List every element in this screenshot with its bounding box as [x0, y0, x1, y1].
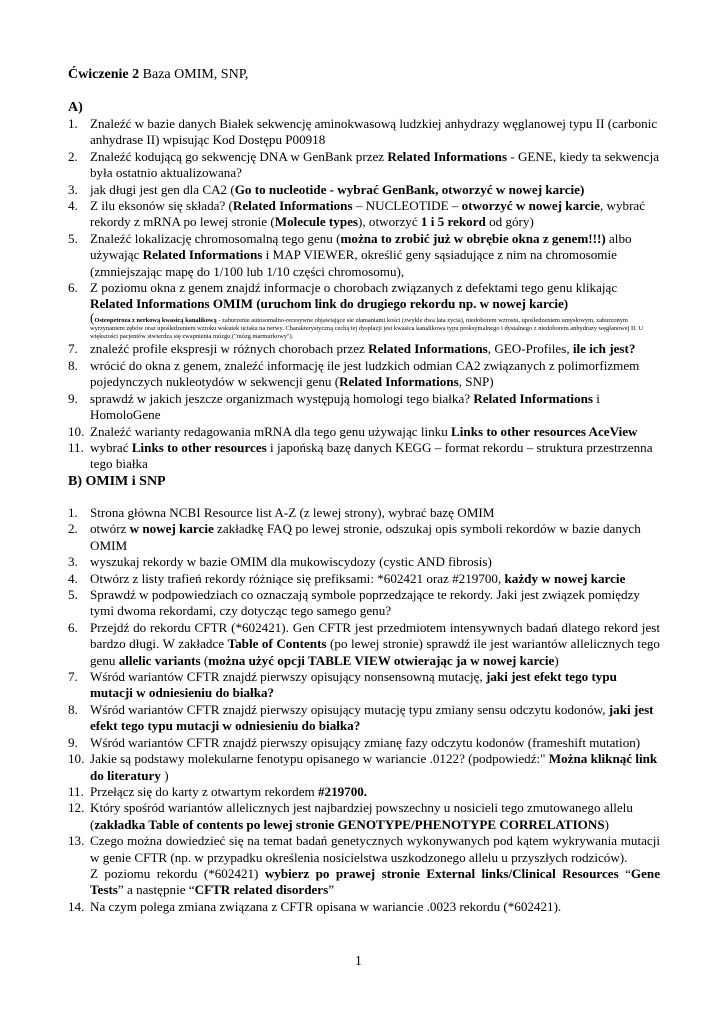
list-item: 8. Wśród wariantów CFTR znajdź pierwszy opisujący mutację typu zmiany sensu odczytu kodonów, jaki jest efekt tego typu mutacji w odniesieniu do białka?: [68, 701, 654, 734]
list-item: 1. Strona główna NCBI Resource list A-Z (z lewej strony), wybrać bazę OMIM: [68, 505, 495, 520]
list-item: 4. Z ilu eksonów się składa? (Related Informations – NUCLEOTIDE – otworzyć w nowej karcie, wybrać rekordy z mRNA po lewej stronie (Molecule types), otworzyć 1 i 5 rekord od góry): [68, 198, 646, 230]
list-item: 4. Otwórz z listy trafień rekordy różniące się prefiksami: *602421 oraz #219700, każdy w nowej karcie: [68, 570, 626, 586]
list-item: 1. Znaleźć w bazie danych Białek sekwencję aminokwasową ludzkiej anhydrazy węglanowej typu II (carbonic anhydrase II) wpisując Kod Dostępu P00918: [68, 116, 658, 148]
list-item: 2. otwórz w nowej karcie zakładkę FAQ po lewej stronie, odszukaj opis symboli rekordów w bazie danych OMIM: [68, 521, 641, 553]
list-item: 5. Znaleźć lokalizację chromosomalną tego genu (można to zrobić już w obrębie okna z genem!!!) albo używając Related Informations i MAP VIEWER, określić geny sąsiadujące z nim na chromosomie (zmniejszając mapę do 1/100 lub 1/10 części chromosomu),: [68, 230, 632, 279]
list-item: 6. Z poziomu okna z genem znajdź informacje o chorobach związanych z defektami tego genu klikając Related Informations OMIM (uruchom link do drugiego rekordu np. w nowej karcie) (Osteopetroza z nerkową kwasicą kanalikową - zaburzenie autosomalno-recesywne objawiające sie złamaniami kości (zwykle dwa lata życia), niedoborem wzrostu, upośledzeniem umysłowym, zaburzonym wyrzynaniem zębów oraz upośledzeniem wzroku wskutek ucisku na nerwy. Charakterystyczną cechą tej dysplazji jest kwasica kanalikowa typu proksymalnego i dystalnego z niedoborem anhydrazy węglanowej II. U większości pacjentów stwierdza się zwapnienia mózgu ("mózg marmurkowy").: [68, 280, 660, 341]
list-item: 7. Wśród wariantów CFTR znajdź pierwszy opisujący nonsensowną mutację, jaki jest efekt tego typu mutacji w odniesieniu do białka?: [68, 669, 617, 701]
list-item: 10. Znaleźć warianty redagowania mRNA dla tego genu używając linku Links to other resources AceView: [68, 423, 638, 439]
list-item: 9. sprawdź w jakich jeszcze organizmach występują homologi tego białka? Related Informations i HomoloGene: [68, 390, 600, 423]
list-item: 9. Wśród wariantów CFTR znajdź pierwszy opisujący zmianę fazy odczytu kodonów (frameshift mutation): [68, 734, 641, 750]
list-item-paragraph: Z poziomu rekordu (*602421) wybierz po prawej stronie External links/Clinical Resources “Gene Tests” a następnie “CFTR related disorders”: [90, 865, 661, 898]
list-item: 3. wyszukaj rekordy w bazie OMIM dla mukowiscydozy (cystic AND fibrosis): [68, 554, 492, 570]
list-item: 14. Na czym polega zmiana związana z CFTR opisana w wariancie .0023 rekordu (*602421).: [68, 898, 562, 914]
list-item: 6. Przejdź do rekordu CFTR (*602421). Gen CFTR jest przedmiotem intensywnych badań dlatego rekord jest bardzo długi. W zakładce Table of Contents (po lewej stronie) sprawdź ile jest wariantów allelicznych tego genu allelic variants (można użyć opcji TABLE VIEW otwierając ja w nowej karcie): [68, 619, 660, 668]
list-item: 5. Sprawdź w podpowiedziach co oznaczają symbole poprzedzające te rekordy. Jaki jest związek pomiędzy tymi dwoma rekordami, czy dotycząc tego samego genu?: [68, 587, 640, 619]
section-a-heading: A): [68, 100, 83, 115]
page-number: 1: [355, 953, 362, 968]
list-item: 3. jak długi jest gen dla CA2 (Go to nucleotide - wybrać GenBank, otworzyć w nowej karcie): [68, 181, 585, 197]
list-item: 8. wrócić do okna z genem, znaleźć informację ile jest ludzkich odmian CA2 związanych z polimorfizmem pojedynczych nukleotydów w sekwencji genu (Related Informations, SNP): [68, 357, 640, 390]
list-item: 13. Czego można dowiedzieć się na temat badań genetycznych wykonywanych pod kątem wykrywania mutacji w genie CFTR (np. w przypadku określenia nosicielstwa uszkodzonego allelu u przyszłych rodziców). Z poziomu rekordu (*602421) wybierz po prawej stronie External links/Clinical Resources “Gene Tests” a następnie “CFTR related disorders”: [68, 833, 661, 898]
disease-note: (Osteopetroza z nerkową kwasicą kanalikową - zaburzenie autosomalno-recesywne objawiające sie złamaniami kości (zwykle dwa lata życia), niedoborem wzrostu, upośledzeniem umysłowym, zaburzonym wyrzynaniem zębów oraz upośledzeniem wzroku wskutek ucisku na nerwy. Charakterystyczną cechą tej dysplazji jest kwasica kanalikowa typu proksymalnego i dystalnego z niedoborem anhydrazy węglanowej II. U większości pacjentów stwierdza się zwapnienia mózgu ("mózg marmurkowy").: [90, 309, 644, 341]
section-b-heading: B) OMIM i SNP: [68, 474, 166, 489]
list-item: 11. wybrać Links to other resources i japońską bazę danych KEGG – format rekordu – struktura przestrzenna tego białka: [68, 439, 653, 472]
list-item: 12. Który spośród wariantów allelicznych jest najbardziej powszechny u nosicieli tego zmutowanego allelu (zakładka Table of contents po lewej stronie GENOTYPE/PHENOTYPE CORRELATIONS): [68, 800, 633, 832]
list-item: 2. Znaleźć kodującą go sekwencję DNA w GenBank przez Related Informations - GENE, kiedy ta sekwencja była ostatnio aktualizowana?: [68, 148, 660, 181]
page-title: Ćwiczenie 2 Baza OMIM, SNP,: [68, 67, 249, 82]
list-item: 7. znaleźć profile ekspresji w różnych chorobach przez Related Informations, GEO-Profiles, ile ich jest?: [68, 341, 636, 357]
list-item: 10. Jakie są podstawy molekularne fenotypu opisanego w wariancie .0122? (podpowiedź:" Można kliknąć link do literatury ): [68, 751, 658, 783]
list-item: 11. Przełącz się do karty z otwartym rekordem #219700.: [68, 783, 368, 799]
section-b-list: [68, 505, 660, 915]
section-a-list: [68, 116, 660, 473]
